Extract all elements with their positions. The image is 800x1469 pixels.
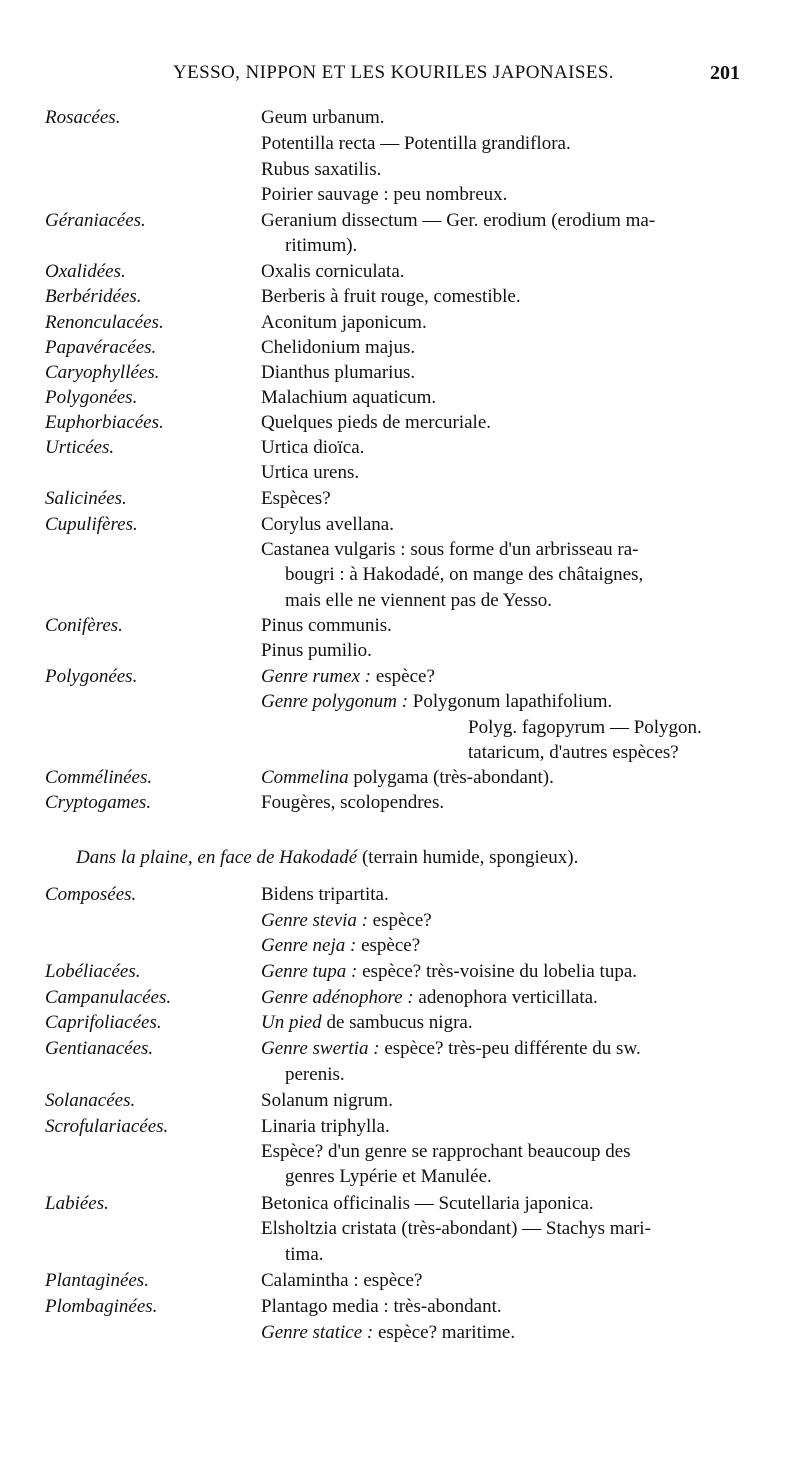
entry-text	[261, 987, 741, 1009]
entry-text: Geranium dissectum — Ger. erodium (erodium ma-	[261, 210, 656, 231]
entry-text: Quelques pieds de mercuriale.	[261, 412, 492, 433]
entry-text: Elsholtzia cristata (très-abondant) — Stachys mari-	[261, 1218, 651, 1239]
entry-text: Plantago media : très-abondant.	[261, 1296, 502, 1317]
entry-text-rest: espèce?	[367, 910, 432, 931]
entry-text-rest: de sambucus nigra.	[321, 1012, 473, 1033]
family-label: Cupulifères.	[45, 514, 138, 535]
genus-label: Genre tupa :	[261, 961, 358, 982]
entry-text-rest: espèce? maritime.	[373, 1322, 516, 1343]
family-label: Plantaginées.	[45, 1270, 149, 1291]
family-label: Plombaginées.	[45, 1296, 158, 1317]
entry-text: Betonica officinalis — Scutellaria japonica.	[261, 1193, 594, 1214]
family-label: Euphorbiacées.	[45, 412, 164, 433]
family-label: Rosacées.	[45, 107, 121, 128]
entry-text: Potentilla recta — Potentilla grandiflora.	[261, 133, 571, 154]
entry-text-rest: Polygonum lapathifolium.	[408, 691, 613, 712]
entry-text-continuation: bougri : à Hakodadé, on mange des châtaignes,	[285, 564, 644, 585]
family-label: Conifères.	[45, 615, 123, 636]
genus-label: Genre statice :	[261, 1322, 374, 1343]
entry-text-continuation: ritimum).	[285, 235, 358, 256]
entry-text: Corylus avellana.	[261, 514, 394, 535]
entry-text: Fougères, scolopendres.	[261, 792, 445, 813]
entry-text: Geum urbanum.	[261, 107, 385, 128]
family-label: Berbéridées.	[45, 286, 142, 307]
entry-text: Chelidonium majus.	[261, 337, 416, 358]
page-number: 201	[710, 62, 740, 84]
entry-text: Solanum nigrum.	[261, 1090, 393, 1111]
family-label: Caryophyllées.	[45, 362, 160, 383]
entry-text: Berberis à fruit rouge, comestible.	[261, 286, 521, 307]
genus-label: Genre polygonum :	[261, 691, 409, 712]
family-label: Renonculacées.	[45, 312, 164, 333]
entry-text	[261, 910, 741, 932]
entry-text: Poirier sauvage : peu nombreux.	[261, 184, 508, 205]
entry-text	[261, 1012, 741, 1034]
entry-text	[261, 666, 741, 688]
entry-text: Urtica dioïca.	[261, 437, 365, 458]
family-label: Solanacées.	[45, 1090, 136, 1111]
entry-text-rest: espèce?	[371, 666, 435, 687]
entry-text: Oxalis corniculata.	[261, 261, 405, 282]
entry-text: Linaria triphylla.	[261, 1116, 390, 1137]
family-label: Oxalidées.	[45, 261, 126, 282]
running-title: YESSO, NIPPON ET LES KOURILES JAPONAISES.	[173, 62, 614, 83]
family-label: Commélinées.	[45, 767, 153, 788]
entry-text	[261, 691, 741, 713]
section-heading-italic: Dans la plaine, en face de Hakodadé	[76, 847, 358, 868]
family-label: Labiées.	[45, 1193, 109, 1214]
family-label: Caprifoliacées.	[45, 1012, 162, 1033]
entry-text-continuation: mais elle ne viennent pas de Yesso.	[285, 590, 553, 611]
entry-text	[261, 1038, 741, 1060]
entry-text-indented: Polyg. fagopyrum — Polygon.	[468, 717, 702, 738]
family-label: Scrofulariacées.	[45, 1116, 169, 1137]
genus-label: Un pied	[261, 1012, 322, 1033]
entry-text: Bidens tripartita.	[261, 884, 389, 905]
entry-text: Malachium aquaticum.	[261, 387, 437, 408]
family-label: Cryptogames.	[45, 792, 152, 813]
family-label: Gentianacées.	[45, 1038, 154, 1059]
entry-text: Espèces?	[261, 488, 331, 509]
entry-text-rest: adenophora verticillata.	[413, 987, 598, 1008]
entry-text-continuation: genres Lypérie et Manulée.	[285, 1166, 492, 1187]
genus-label: Genre adénophore :	[261, 987, 414, 1008]
entry-text: Dianthus plumarius.	[261, 362, 416, 383]
genus-label: Genre rumex :	[261, 666, 372, 687]
entry-text: Rubus saxatilis.	[261, 159, 382, 180]
family-label: Campanulacées.	[45, 987, 172, 1008]
entry-text-rest: espèce? très-peu différente du sw.	[379, 1038, 641, 1059]
entry-text	[261, 767, 741, 789]
family-label: Polygonées.	[45, 387, 138, 408]
entry-text	[261, 961, 741, 983]
family-label: Salicinées.	[45, 488, 127, 509]
entry-text-continuation: perenis.	[285, 1064, 345, 1085]
entry-text: Espèce? d'un genre se rapprochant beaucoup des	[261, 1141, 631, 1162]
genus-label: Genre swertia :	[261, 1038, 380, 1059]
family-label: Composées.	[45, 884, 137, 905]
family-label: Géraniacées.	[45, 210, 146, 231]
entry-text-rest: espèce?	[356, 935, 421, 956]
family-label: Papavéracées.	[45, 337, 157, 358]
entry-text-continuation: tima.	[285, 1244, 324, 1265]
section-heading-normal: (terrain humide, spongieux).	[357, 847, 579, 868]
entry-text: Calamintha : espèce?	[261, 1270, 423, 1291]
entry-text-rest: polygama (très-abondant).	[348, 767, 554, 788]
genus-label: Genre stevia :	[261, 910, 368, 931]
entry-text: Pinus communis.	[261, 615, 392, 636]
entry-text-rest: espèce? très-voisine du lobelia tupa.	[357, 961, 638, 982]
running-header	[45, 62, 740, 88]
entry-text	[261, 1322, 741, 1344]
family-label: Urticées.	[45, 437, 115, 458]
entry-text-indented: tataricum, d'autres espèces?	[468, 742, 679, 763]
section-heading-text	[76, 847, 578, 869]
entry-text: Castanea vulgaris : sous forme d'un arbrisseau ra-	[261, 539, 639, 560]
family-label: Lobéliacées.	[45, 961, 141, 982]
entry-text	[261, 935, 741, 957]
entry-text: Pinus pumilio.	[261, 640, 372, 661]
genus-label: Commelina	[261, 767, 349, 788]
entry-text: Aconitum japonicum.	[261, 312, 427, 333]
genus-label: Genre neja :	[261, 935, 357, 956]
family-label: Polygonées.	[45, 666, 138, 687]
entry-text: Urtica urens.	[261, 462, 360, 483]
